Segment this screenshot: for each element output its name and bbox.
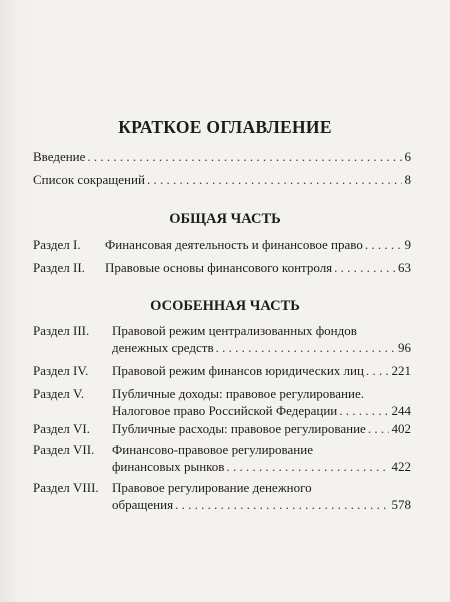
section-title-line: Правовое регулирование денежного: [112, 480, 312, 495]
entry-page-number: 578: [391, 497, 411, 512]
leader-dots: [216, 339, 395, 356]
section-label: Раздел VII.: [33, 442, 95, 457]
section-title-line: обращения: [112, 497, 174, 512]
section-label: Раздел II.: [33, 260, 85, 275]
section-title-line: Публичные доходы: правовое регулирование.: [112, 386, 364, 401]
leader-dots: [368, 420, 389, 437]
entry-page-number: 402: [391, 421, 411, 436]
entry-page-number: 9: [404, 237, 411, 252]
entry-page-number: 6: [404, 149, 411, 164]
toc-entry-section-7: [33, 441, 411, 475]
entry-title: Список сокращений: [33, 172, 145, 187]
section-title-line: Правовые основы финансового контроля: [105, 260, 333, 275]
section-title-line: Публичные расходы: правовое регулирование: [112, 421, 366, 436]
entry-page-number: 221: [391, 363, 411, 378]
section-title-line: Правовой режим централизованных фондов: [112, 323, 357, 338]
leader-dots: [175, 496, 388, 513]
leader-dots: [339, 402, 388, 419]
part-title-special: ОСОБЕННАЯ ЧАСТЬ: [150, 298, 300, 314]
toc-entry-section-8: [33, 479, 411, 513]
entry-page-number: 422: [391, 459, 411, 474]
leader-dots: [365, 236, 402, 253]
leader-dots: [87, 148, 401, 165]
entry-page-number: 8: [404, 172, 411, 187]
section-label: Раздел IV.: [33, 363, 89, 378]
leader-dots: [366, 362, 389, 379]
section-label: Раздел V.: [33, 386, 84, 401]
toc-entry-abbreviations: [33, 171, 411, 188]
section-title-line: Налоговое право Российской Федерации: [112, 403, 338, 418]
section-label: Раздел III.: [33, 323, 90, 338]
toc-title: КРАТКОЕ ОГЛАВЛЕНИЕ: [118, 117, 332, 137]
section-label: Раздел I.: [33, 237, 81, 252]
toc-entry-section-6: [33, 420, 411, 437]
section-title-line: Финансовая деятельность и финансовое право: [105, 237, 363, 252]
leader-dots: [226, 458, 388, 475]
section-title-line: Правовой режим финансов юридических лиц: [112, 363, 364, 378]
toc-entry-section-2: [33, 259, 411, 276]
toc-entry-section-3: [33, 322, 411, 356]
entry-page-number: 96: [398, 340, 411, 355]
entry-page-number: 63: [398, 260, 411, 275]
entry-title: Введение: [33, 149, 86, 164]
toc-entry-section-1: [33, 236, 411, 253]
section-title-line: финансовых рынков: [112, 459, 225, 474]
leader-dots: [334, 259, 395, 276]
section-label: Раздел VIII.: [33, 480, 99, 495]
toc-entry-introduction: [33, 148, 411, 165]
part-title-general: ОБЩАЯ ЧАСТЬ: [169, 211, 281, 227]
section-title-line: Финансово-правовое регулирование: [112, 442, 313, 457]
entry-page-number: 244: [391, 403, 411, 418]
toc-entry-section-5: [33, 385, 411, 419]
leader-dots: [147, 171, 402, 188]
toc-entry-section-4: [33, 362, 411, 379]
section-label: Раздел VI.: [33, 421, 90, 436]
section-title-line: денежных средств: [112, 340, 214, 355]
